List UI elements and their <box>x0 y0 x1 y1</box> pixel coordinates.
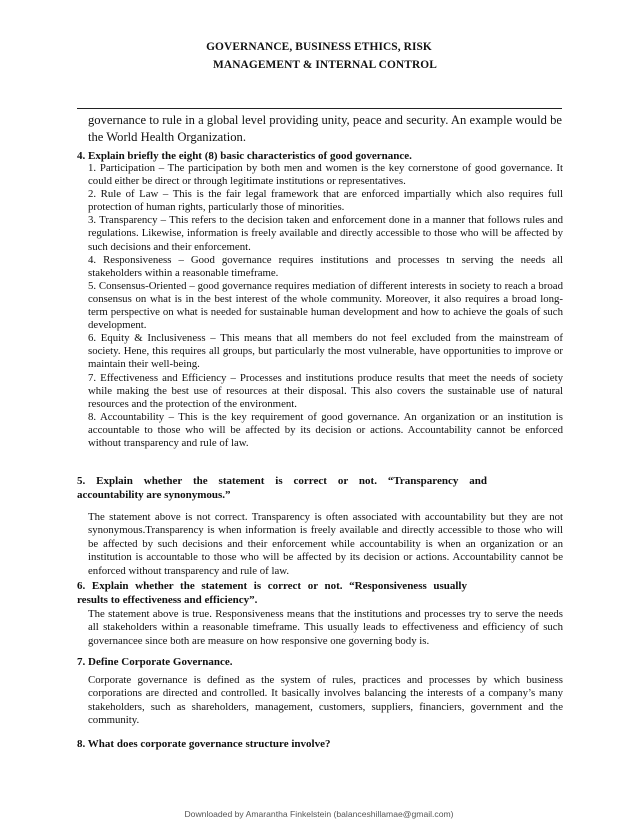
answer-text: Corporate governance is defined as the system of rules, practices and processes by which business corporations are directed and controlled. It basically involves balancing the interests of a company’s many stakeholders, such as shareholders, management, customers, suppliers, financiers, government and the community. <box>88 674 563 727</box>
question-8-heading: 8. What does corporate governance structure involve? <box>77 738 331 750</box>
list-item: 2. Rule of Law – This is the fair legal framework that are enforced impartially which also requires full protection of human rights, particularly those of minorities. <box>88 188 563 214</box>
question-7-answer <box>88 674 563 728</box>
question-6-heading-line1: 6. Explain whether the statement is correct or not. “Responsiveness usually <box>77 580 467 592</box>
question-5-answer <box>88 511 563 578</box>
question-4-heading: 4. Explain briefly the eight (8) basic characteristics of good governance. <box>77 150 412 162</box>
answer-text: The statement above is not correct. Transparency is often associated with accountability but they are not synonymous.Transparency is when information is freely available and directly accessible to those who will be affected by such decisions and their enforcement while accountability is when an organization or an institution is accountable to those who will be affected by its decision or actions. Accountability cannot be enforced without transparency and rule of law. <box>88 511 563 577</box>
header-divider <box>77 108 562 109</box>
question-6-heading-line2: results to effectiveness and efficiency”. <box>77 594 258 606</box>
question-6-answer <box>88 608 563 648</box>
list-item: 5. Consensus-Oriented – good governance requires mediation of different interests in society to reach a broad consensus on what is in the best interest of the whole community. Moreover, it also requires a broad long-term perspective on what is needed for sustainable human development and how to achieve the goals of such development. <box>88 279 563 332</box>
lead-paragraph: governance to rule in a global level providing unity, peace and security. An example would be the World Health Organization. <box>88 113 562 144</box>
question-7-heading: 7. Define Corporate Governance. <box>77 656 233 668</box>
header-title-line1: GOVERNANCE, BUSINESS ETHICS, RISK <box>206 41 432 53</box>
list-item: 1. Participation – The participation by both men and women is the key cornerstone of good governance. It could either be direct or through legitimate institutions or representatives. <box>88 162 563 188</box>
question-5-heading-line1: 5. Explain whether the statement is correct or not. “Transparency and <box>77 475 487 487</box>
answer-text: The statement above is true. Responsiveness means that the institutions and processes try to serve the needs all stakeholders within a reasonable timeframe. This usually leads to effectiveness and efficiency of such governancee since both are measure on how responsive one governing body is. <box>88 608 563 647</box>
list-item: 4. Responsiveness – Good governance requires institutions and processes tn serving the needs all stakeholders within a reasonable timeframe. <box>88 253 563 279</box>
list-item: 6. Equity & Inclusiveness – This means that all members do not feel excluded from the mainstream of society. Hene, this requires all groups, but particularly the most vulnerable, have opportunities to improve or maintain their well-being. <box>88 332 563 371</box>
question-4-list <box>88 162 563 450</box>
download-footer: Downloaded by Amarantha Finkelstein (balanceshillamae@gmail.com) <box>184 809 454 819</box>
question-5-heading-line2: accountability are synonymous.” <box>77 489 231 501</box>
list-item: 3. Transparency – This refers to the decision taken and enforcement done in a manner that follows rules and regulations. Likewise, information is freely available and directly accessible to those who will be affected by such decisions and their enforcement. <box>88 214 563 253</box>
list-item: 7. Effectiveness and Efficiency – Processes and institutions produce results that meet the needs of society while making the best use of resources at their disposal. This also covers the sustainable use of natural resources and the protection of the environment. <box>88 371 563 410</box>
header-title-line2: MANAGEMENT & INTERNAL CONTROL <box>213 59 437 71</box>
list-item: 8. Accountability – This is the key requirement of good governance. An organization or an institution is accountable to those who will be affected by its decision or actions. Accountability cannot be enforced without transparency and rule of law. <box>88 410 563 449</box>
